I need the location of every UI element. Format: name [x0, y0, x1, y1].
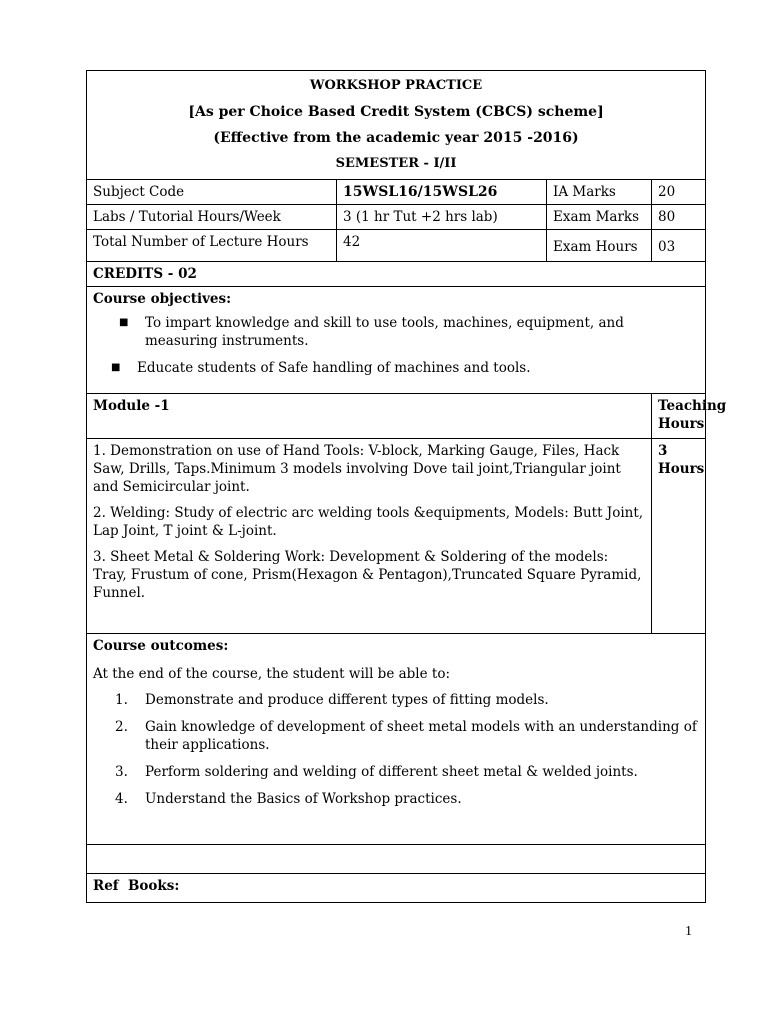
info-label2: Exam Hours: [547, 230, 652, 262]
outcomes-list: [93, 691, 699, 808]
info-value: 3 (1 hr Tut +2 hrs lab): [337, 205, 547, 230]
bullet-icon: ■: [111, 362, 121, 373]
list-item: [111, 359, 699, 377]
page-number: 1: [685, 924, 692, 939]
objective-text: Educate students of Safe handling of machines and tools.: [137, 360, 531, 376]
credits-label: CREDITS - 02: [87, 262, 706, 287]
info-row: [87, 180, 706, 205]
outcomes-heading: Course outcomes:: [93, 638, 229, 654]
list-item: [115, 790, 699, 808]
outcome-number: 4.: [115, 791, 128, 807]
module-title: Module -1: [87, 394, 652, 439]
info-value2: 80: [652, 205, 706, 230]
info-value2: 20: [652, 180, 706, 205]
info-value: 42: [337, 230, 547, 262]
info-label2: IA Marks: [547, 180, 652, 205]
module-content: [87, 439, 652, 634]
syllabus-table: [86, 70, 727, 903]
list-item: [115, 718, 699, 754]
objectives-list: [93, 314, 699, 377]
teaching-hours-heading: Teaching Hours: [652, 394, 706, 439]
outcome-number: 1.: [115, 692, 128, 708]
list-item: [115, 763, 699, 781]
outcome-text: Perform soldering and welding of different sheet metal & welded joints.: [145, 764, 638, 780]
bullet-icon: ■: [119, 317, 129, 328]
outcome-text: Gain knowledge of development of sheet metal models with an understanding of their applications.: [145, 719, 697, 753]
info-row: [87, 230, 706, 262]
semester-line: SEMESTER - I/II: [335, 156, 457, 171]
outcome-number: 3.: [115, 764, 128, 780]
module-paragraph: 1. Demonstration on use of Hand Tools: V-block, Marking Gauge, Files, Hack Saw, Drills, Taps.Minimum 3 models involving Dove tail joint,Triangular joint and Semicircular joint.: [93, 443, 621, 495]
outcome-text: Understand the Basics of Workshop practices.: [145, 791, 462, 807]
info-row: [87, 205, 706, 230]
scheme-line: [As per Choice Based Credit System (CBCS) scheme]: [188, 104, 604, 120]
objectives-heading: Course objectives:: [93, 291, 232, 307]
module-paragraph: 3. Sheet Metal & Soldering Work: Development & Soldering of the models: Tray, Frustum of cone, Prism(Hexagon & Pentagon),Truncated Square Pyramid, Funnel.: [93, 549, 642, 601]
module-hours: 3 Hours: [652, 439, 706, 634]
list-item: [115, 691, 699, 709]
list-item: [119, 314, 699, 350]
empty-row: [87, 845, 706, 874]
info-label: Labs / Tutorial Hours/Week: [87, 205, 337, 230]
info-label2: Exam Marks: [547, 205, 652, 230]
effective-line: (Effective from the academic year 2015 -2016): [213, 130, 579, 146]
module-paragraph: 2. Welding: Study of electric arc welding tools &equipments, Models: Butt Joint, Lap Joint, T joint & L-joint.: [93, 505, 644, 539]
objective-text: To impart knowledge and skill to use tools, machines, equipment, and measuring instruments.: [145, 315, 624, 349]
course-title: WORKSHOP PRACTICE: [309, 78, 483, 93]
outcome-number: 2.: [115, 719, 128, 735]
objectives-section: [87, 287, 706, 394]
info-value: 15WSL16/15WSL26: [337, 180, 547, 205]
info-label: Total Number of Lecture Hours: [87, 230, 337, 262]
course-header: [87, 71, 706, 180]
syllabus-page: [86, 70, 727, 903]
outcomes-intro: At the end of the course, the student will be able to:: [93, 666, 450, 682]
outcomes-section: [87, 634, 706, 845]
outcome-text: Demonstrate and produce different types of fitting models.: [145, 692, 549, 708]
info-value2: 03: [652, 230, 706, 262]
ref-books-heading: Ref Books:: [87, 874, 706, 903]
info-label: Subject Code: [87, 180, 337, 205]
